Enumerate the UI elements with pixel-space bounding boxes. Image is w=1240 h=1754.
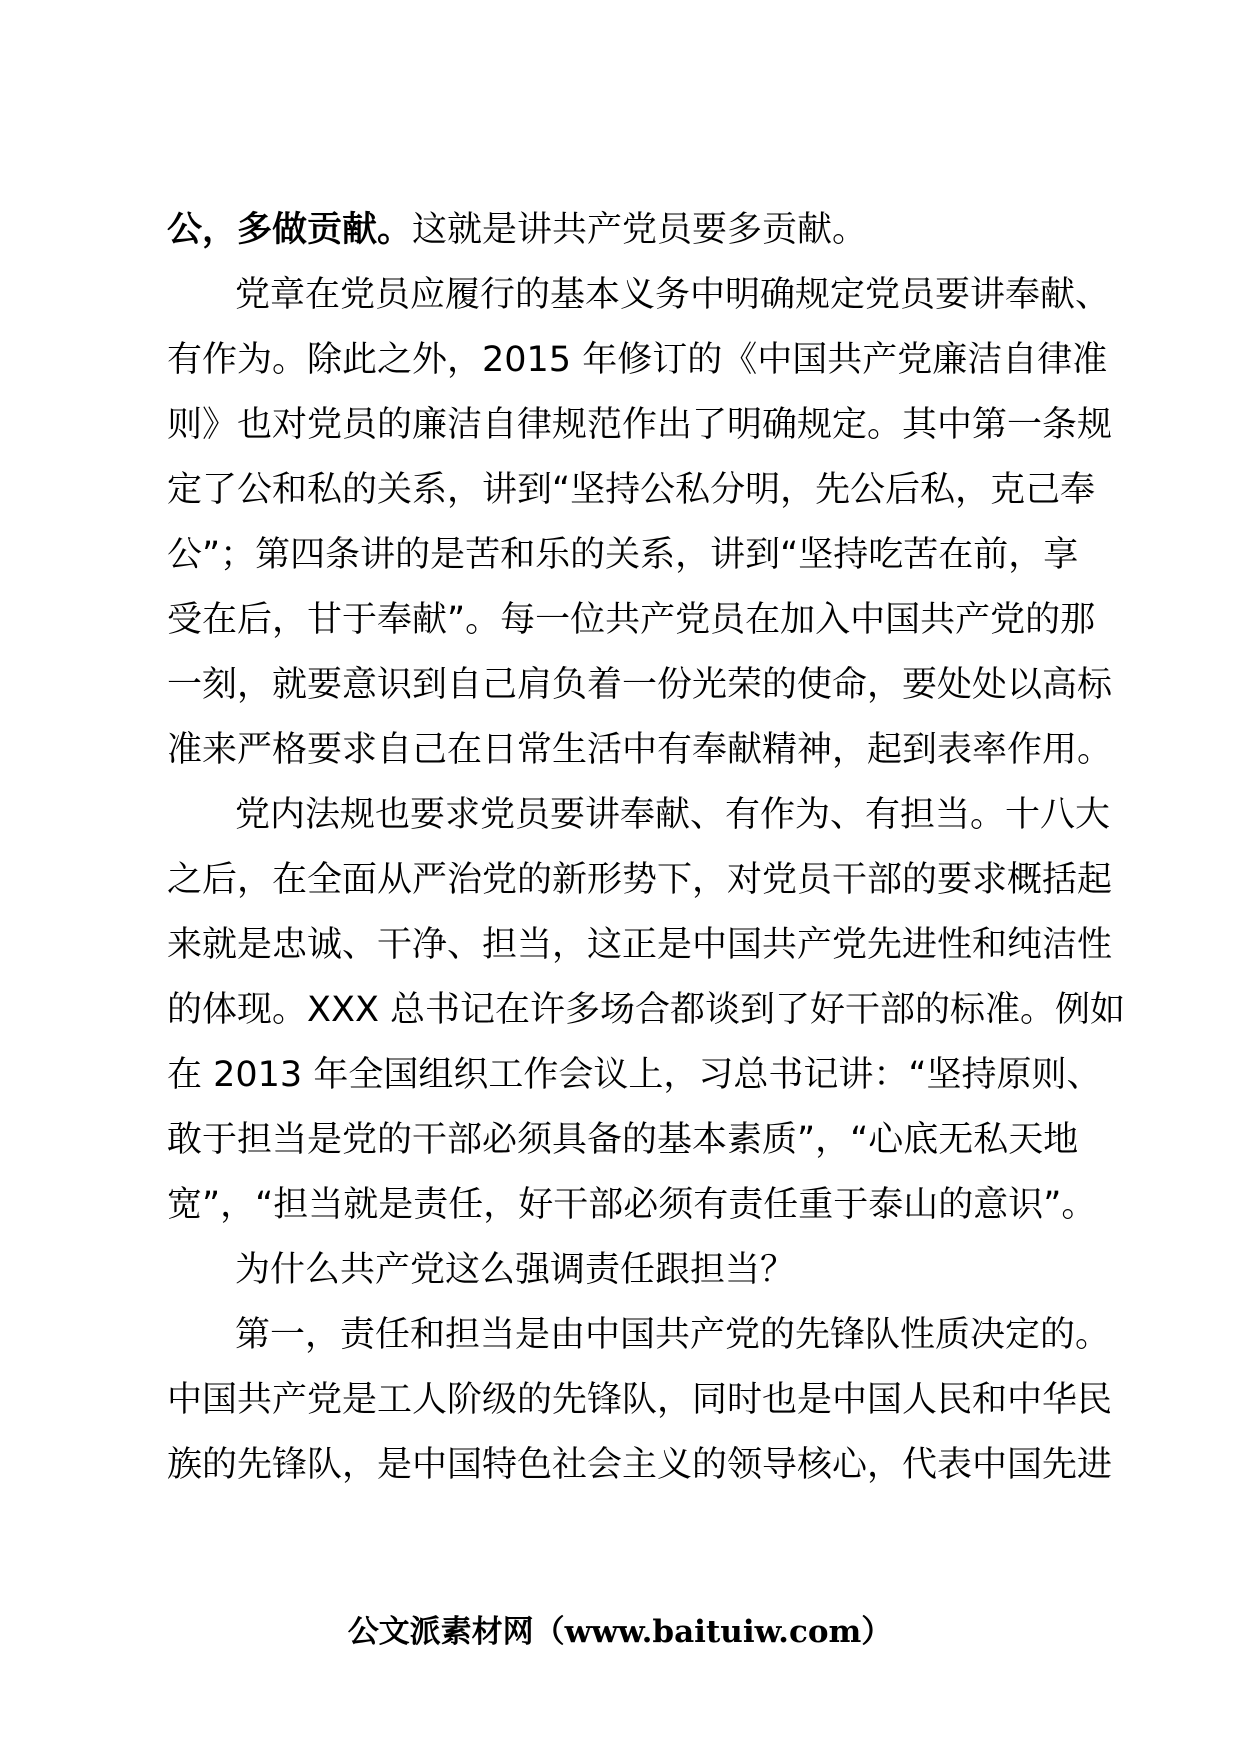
text-line: 公”；第四条讲的是苦和乐的关系，讲到“坚持吃苦在前，享 — [167, 535, 1079, 575]
text-line: 准来严格要求自己在日常生活中有奉献精神，起到表率作用。 — [167, 730, 1113, 770]
text-line: 中国共产党是工人阶级的先锋队，同时也是中国人民和中华民 — [167, 1380, 1113, 1420]
text-line: 的体现。XXX 总书记在许多场合都谈到了好干部的标准。例如 — [167, 990, 1126, 1030]
line-text: 这就是讲共产党员要多贡献。 — [412, 210, 868, 250]
text-line: 敢于担当是党的干部必须具备的基本素质”，“心底无私天地 — [167, 1120, 1079, 1160]
text-line: 族的先锋队，是中国特色社会主义的领导核心，代表中国先进 — [167, 1445, 1113, 1485]
text-line: 一刻，就要意识到自己肩负着一份光荣的使命，要处处以高标 — [167, 665, 1113, 705]
paragraph-start-line: 党章在党员应履行的基本义务中明确规定党员要讲奉献、 — [235, 275, 1111, 315]
body-text — [167, 198, 1126, 1498]
text-line: 来就是忠诚、干净、担当，这正是中国共产党先进性和纯洁性 — [167, 925, 1113, 965]
text-line: 之后，在全面从严治党的新形势下，对党员干部的要求概括起 — [167, 860, 1113, 900]
text-line: 在 2013 年全国组织工作会议上，习总书记讲：“坚持原则、 — [167, 1055, 1102, 1095]
paragraph-start-line: 第一，责任和担当是由中国共产党的先锋队性质决定的。 — [235, 1315, 1111, 1355]
text-line: 受在后，甘于奉献”。每一位共产党员在加入中国共产党的那 — [167, 600, 1096, 640]
text-line: 则》也对党员的廉洁自律规范作出了明确规定。其中第一条规 — [167, 405, 1113, 445]
text-line: 宽”，“担当就是责任，好干部必须有责任重于泰山的意识”。 — [167, 1185, 1097, 1225]
text-line: 有作为。除此之外，2015 年修订的《中国共产党廉洁自律准 — [167, 340, 1108, 380]
text-line — [167, 198, 1077, 263]
text-line: 定了公和私的关系，讲到“坚持公私分明，先公后私，克己奉 — [167, 470, 1096, 510]
paragraph-start-line: 党内法规也要求党员要讲奉献、有作为、有担当。十八大 — [235, 795, 1111, 835]
paragraph-start-line: 为什么共产党这么强调责任跟担当？ — [235, 1250, 796, 1290]
bold-phrase: 公，多做贡献。 — [167, 210, 413, 250]
footer-watermark: 公文派素材网（www.baituiw.com） — [347, 1614, 893, 1650]
